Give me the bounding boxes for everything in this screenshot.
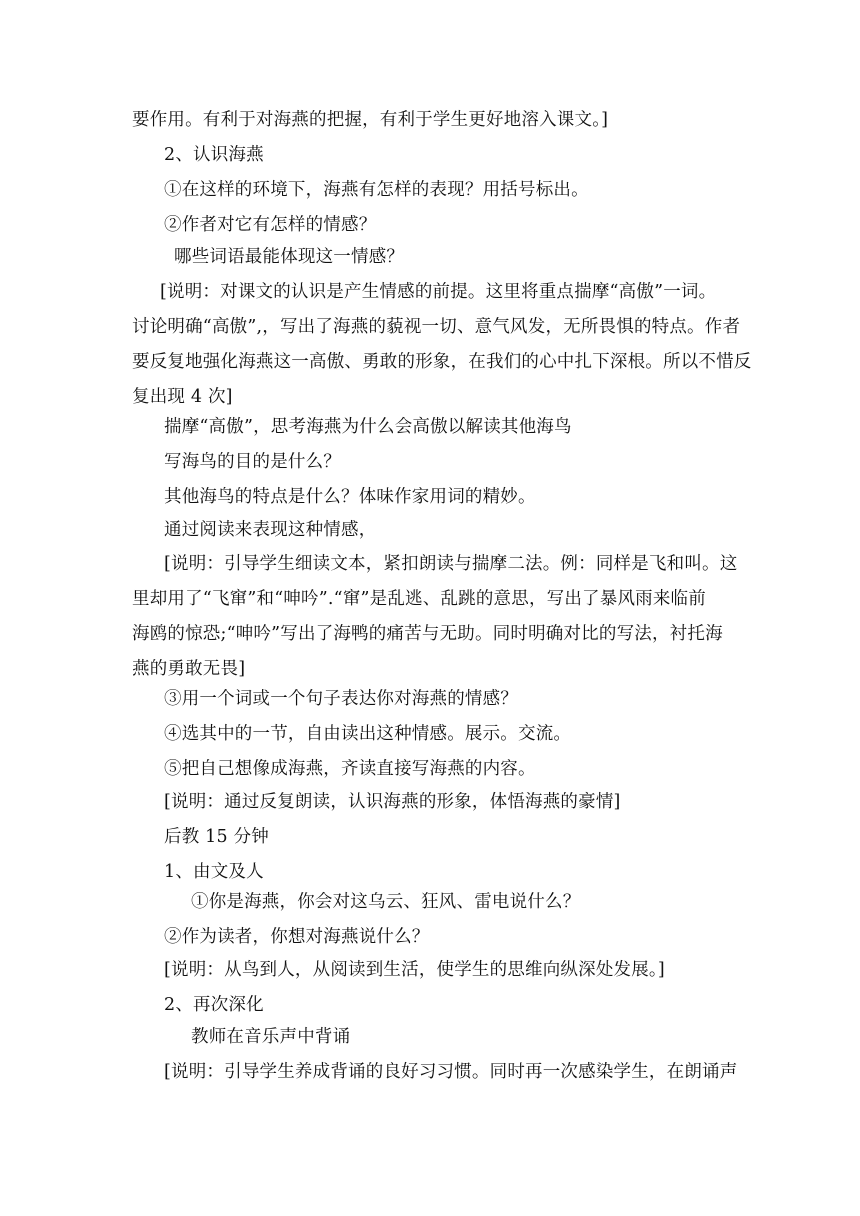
text-line-28: 教师在音乐声中背诵 [191,1027,351,1047]
text-line-25: ②作为读者，你想对海燕说什么？ [164,927,430,947]
text-line-21: [说明：通过反复朗读，认识海燕的形象，体悟海燕的豪情] [164,792,621,812]
text-line-29: [说明：引导学生养成背诵的良好习习惯。同时再一次感染学生，在朗诵声 [164,1062,738,1082]
text-line-17: 燕的勇敢无畏] [132,659,246,679]
section-heading-27: 2、再次深化 [164,995,264,1015]
text-line-5: 哪些词语最能体现这一情感？ [174,247,405,267]
section-heading-2: 2、认识海燕 [164,145,264,165]
text-line-19: ④选其中的一节，自由读出这种情感。展示。交流。 [164,724,572,744]
text-line-7: 讨论明确“高傲”,，写出了海燕的藐视一切、意气风发，无所畏惧的特点。作者 [132,317,741,337]
section-heading-22: 后教 15 分钟 [164,827,269,847]
text-line-14: [说明：引导学生细读文本，紧扣朗读与揣摩二法。例：同样是飞和叫。这 [164,554,738,574]
text-line-3: ①在这样的环境下，海燕有怎样的表现？用括号标出。 [164,180,589,200]
text-line-12: 其他海鸟的特点是什么？体味作家用词的精妙。 [164,487,536,507]
text-line-4: ②作者对它有怎样的情感？ [164,215,377,235]
text-line-20: ⑤把自己想像成海燕，齐读直接写海燕的内容。 [164,759,536,779]
text-line-15: 里却用了“飞窜”和“呻吟”.“窜”是乱逃、乱跳的意思，写出了暴风雨来临前 [132,589,706,609]
text-line-18: ③用一个词或一个句子表达你对海燕的情感？ [164,689,518,709]
text-line-6: [说明：对课文的认识是产生情感的前提。这里将重点揣摩“高傲”一词。 [160,282,717,302]
text-line-24: ①你是海燕，你会对这乌云、狂风、雷电说什么？ [191,892,581,912]
text-line-10: 揣摩“高傲”，思考海燕为什么会高傲以解读其他海鸟 [164,417,572,437]
text-line-16: 海鸥的惊恐;“呻吟”写出了海鸭的痛苦与无助。同时明确对比的写法，衬托海 [132,624,723,644]
section-heading-23: 1、由文及人 [164,862,264,882]
text-line-8: 要反复地强化海燕这一高傲、勇敢的形象，在我们的心中扎下深根。所以不惜反 [132,352,752,372]
text-line-13: 通过阅读来表现这种情感， [164,520,377,540]
text-line-1: 要作用。有利于对海燕的把握，有利于学生更好地溶入课文。] [132,110,609,130]
text-line-11: 写海鸟的目的是什么？ [164,452,341,472]
text-line-9: 复出现 4 次] [132,387,233,407]
text-line-26: [说明：从鸟到人，从阅读到生活，使学生的思维向纵深处发展。] [164,960,665,980]
